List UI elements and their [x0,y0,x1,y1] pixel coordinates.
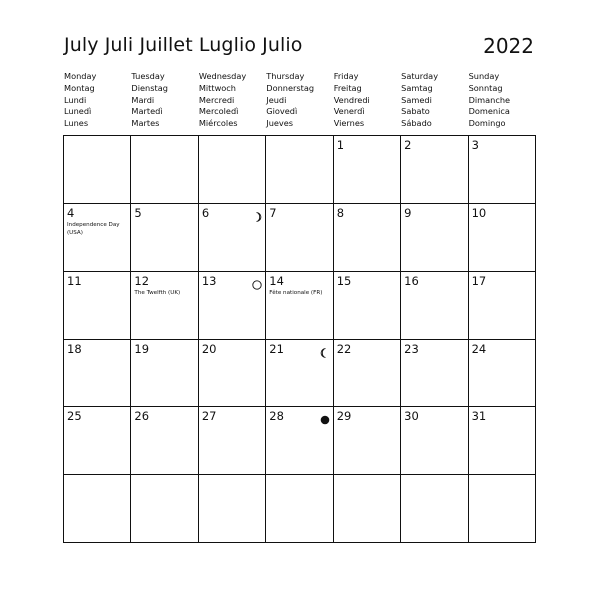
day-number: 23 [404,341,419,356]
day-number: 16 [404,273,419,288]
weekday-label: Freitag [333,82,362,93]
weekday-label: Jeudi [266,94,287,105]
empty-day-cell [199,475,266,543]
day-cell [401,407,468,475]
weekday-column [131,71,198,130]
day-number: 6 [201,205,210,220]
weekday-label: Domenica [468,106,510,117]
empty-day-cell [64,136,131,204]
day-number: 14 [269,273,284,288]
day-number: 30 [404,409,419,424]
empty-day-cell [64,475,131,543]
empty-day-cell [401,475,468,543]
day-cell [199,407,266,475]
day-cell [199,204,266,272]
day-number: 24 [471,341,487,356]
weekday-label: Lunedì [64,106,92,117]
holiday-note: Independence Day (USA) [67,221,120,236]
day-number: 28 [269,409,284,424]
day-number: 5 [134,205,142,220]
day-cell [469,407,536,475]
empty-day-cell [131,475,198,543]
day-number: 7 [269,205,277,220]
weekday-label: Mardi [131,94,155,105]
day-cell [64,272,131,340]
day-cell [469,340,536,408]
last-quarter-moon-icon [320,343,330,353]
weekday-label: Samtag [401,82,433,93]
day-cell [401,204,468,272]
weekday-label: Sunday [468,71,500,81]
day-number: 26 [134,409,150,424]
day-cell [266,272,333,340]
calendar-title: July Juli Juillet Luglio Julio [64,34,303,56]
weekday-label: Friday [333,71,359,81]
day-cell [199,272,266,340]
weekday-label: Giovedì [266,106,298,117]
weekday-label: Monday [64,71,97,81]
day-cell [401,136,468,204]
day-cell [64,407,131,475]
weekday-column [469,71,536,130]
holiday-note: Fête nationale (FR) [269,289,323,296]
day-cell [334,136,401,204]
day-cell [266,340,333,408]
day-number: 4 [67,205,75,220]
weekday-label: Martedì [131,106,163,117]
day-number: 18 [67,341,82,356]
day-number: 1 [336,138,345,152]
day-cell [266,204,333,272]
day-cell [131,272,198,340]
day-cell [401,272,468,340]
day-cell [469,272,536,340]
day-number: 11 [67,273,82,288]
weekday-label: Sabato [401,106,430,117]
weekday-header [64,71,536,130]
day-number: 13 [201,273,217,288]
empty-day-cell [131,136,198,204]
weekday-label: Mittwoch [198,82,236,93]
full-moon-icon [252,275,262,285]
day-cell [131,340,198,408]
day-cell [469,204,536,272]
day-cell [334,340,401,408]
empty-day-cell [469,475,536,543]
weekday-label: Saturday [401,71,439,81]
weekday-label: Lunes [64,118,89,129]
weekday-label: Donnerstag [266,82,315,93]
weekday-column [266,71,333,130]
empty-day-cell [199,136,266,204]
day-number: 15 [336,273,352,288]
day-cell [199,340,266,408]
day-number: 25 [67,409,82,424]
weekday-label: Samedi [401,94,432,105]
weekday-label: Montag [64,82,95,93]
day-cell [334,272,401,340]
day-number: 9 [404,205,412,220]
weekday-label: Martes [131,118,160,129]
day-cell [64,340,131,408]
weekday-label: Thursday [266,71,305,81]
weekday-label: Sonntag [468,82,503,93]
empty-day-cell [266,136,333,204]
weekday-label: Miércoles [198,118,238,129]
day-number: 27 [201,409,217,424]
new-moon-icon [320,410,330,420]
day-cell [64,204,131,272]
day-cell [401,340,468,408]
day-cell [334,407,401,475]
day-cell [131,204,198,272]
weekday-label: Lundi [64,94,87,105]
day-number: 21 [269,341,284,356]
day-number: 12 [134,273,150,288]
first-quarter-moon-icon [252,207,262,217]
holiday-note: The Twelfth (UK) [134,289,181,296]
day-number: 17 [471,273,487,288]
weekday-label: Dimanche [468,94,511,105]
day-number: 22 [336,341,352,356]
day-cell [266,407,333,475]
day-number: 19 [134,341,150,356]
day-number: 3 [471,138,479,152]
calendar-grid [63,135,536,543]
weekday-column [401,71,468,130]
weekday-label: Venerdì [333,106,365,117]
weekday-label: Domingo [468,118,506,129]
weekday-label: Dienstag [131,82,168,93]
day-number: 10 [471,205,487,220]
day-cell [131,407,198,475]
calendar-year: 2022 [483,34,534,58]
day-cell [469,136,536,204]
day-number: 8 [336,205,345,220]
empty-day-cell [266,475,333,543]
weekday-label: Jueves [266,118,294,129]
day-number: 29 [336,409,352,424]
weekday-label: Mercredi [198,94,235,105]
weekday-label: Wednesday [198,71,247,81]
empty-day-cell [334,475,401,543]
weekday-label: Tuesday [131,71,165,81]
day-cell [334,204,401,272]
day-number: 31 [471,409,487,424]
day-number: 20 [201,341,217,356]
weekday-column [199,71,266,130]
day-number: 2 [404,138,412,152]
weekday-label: Vendredi [333,94,370,105]
weekday-label: Sábado [401,118,432,129]
weekday-label: Mercoledì [198,106,239,117]
weekday-column [64,71,131,130]
weekday-label: Viernes [333,118,365,129]
weekday-column [334,71,401,130]
